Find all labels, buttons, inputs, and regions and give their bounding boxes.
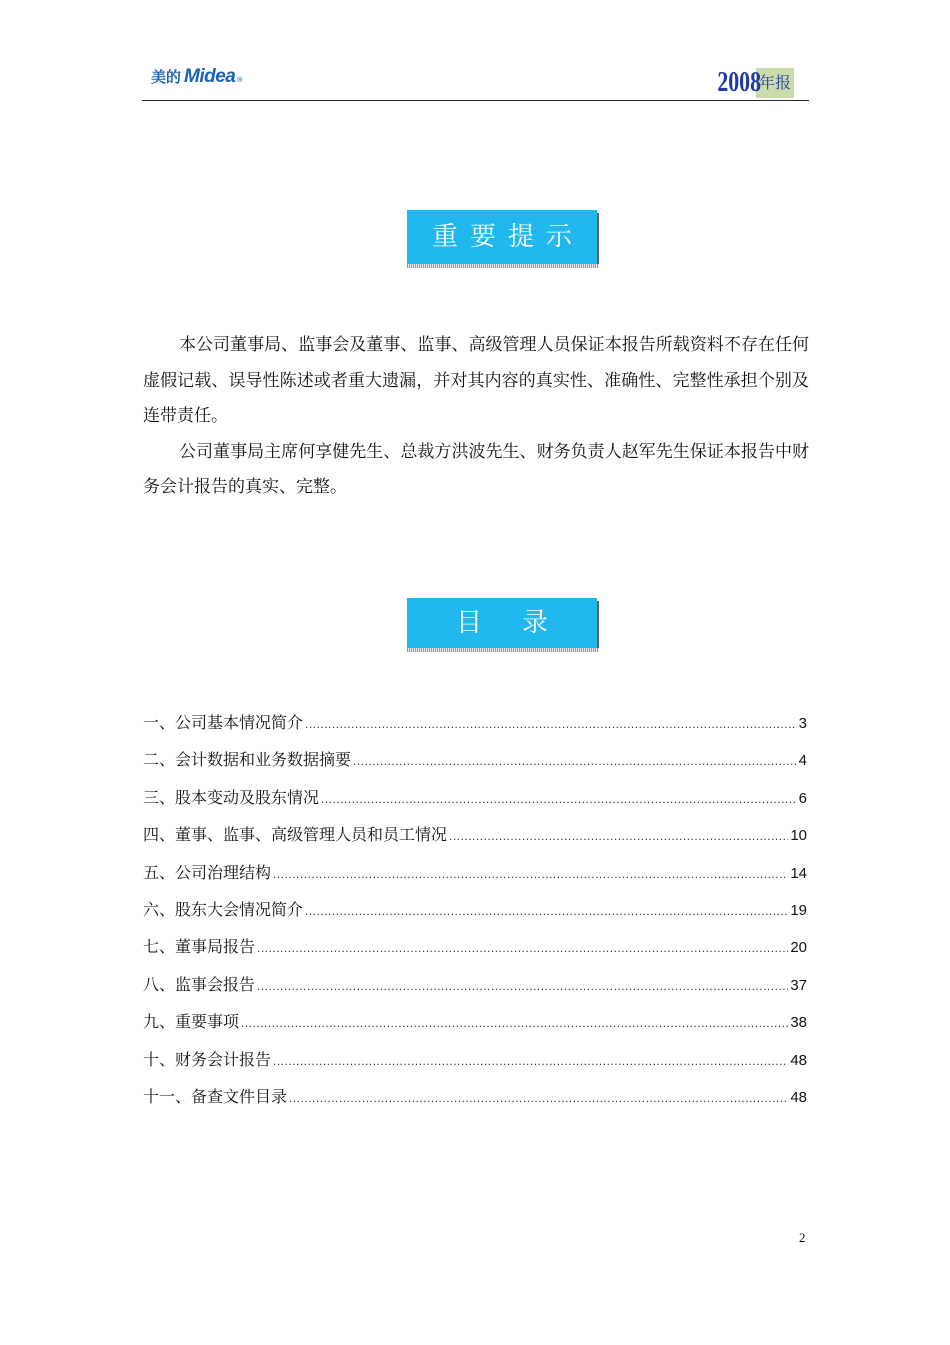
toc-dot-leader	[305, 904, 788, 918]
toc-entry-page: 14	[790, 864, 807, 882]
toc-entry-title: 九、重要事项	[143, 1012, 240, 1032]
toc-entry-title: 八、监事会报告	[143, 974, 256, 994]
report-year-label	[705, 68, 794, 98]
annual-report-label: 年报	[756, 68, 794, 98]
toc-entry-page: 20	[790, 939, 807, 957]
notice-title-banner	[407, 210, 597, 264]
notice-paragraph: 本公司董事局、监事会及董事、监事、高级管理人员保证本报告所载资料不存在任何虚假记载、误导性陈述或者重大遗漏，并对其内容的真实性、准确性、完整性承担个别及连带责任。	[143, 335, 809, 426]
report-year: 2008	[717, 67, 761, 98]
toc-dot-leader	[257, 979, 788, 993]
toc-dot-leader	[273, 867, 788, 881]
toc-entry-title: 二、会计数据和业务数据摘要	[143, 750, 352, 770]
toc-entry[interactable]	[143, 972, 807, 1009]
page-number: 2	[799, 1230, 806, 1245]
toc-entry-page: 48	[790, 1051, 807, 1069]
toc-entry[interactable]	[143, 785, 807, 822]
toc-entry[interactable]	[143, 1047, 807, 1084]
toc-title-banner	[407, 598, 597, 648]
logo-registered-mark: ®	[236, 76, 244, 84]
toc-entry-title: 七、董事局报告	[143, 937, 256, 957]
logo-english-text: Midea	[184, 66, 236, 87]
toc-dot-leader	[353, 754, 797, 768]
toc-entry-page: 10	[790, 827, 807, 845]
toc-entry[interactable]	[143, 860, 807, 897]
toc-entry-page: 19	[790, 901, 807, 919]
page-header	[142, 52, 809, 101]
banner-shadow-decoration	[407, 648, 599, 652]
toc-dot-leader	[241, 1016, 788, 1030]
toc-entry[interactable]	[143, 747, 807, 784]
toc-dot-leader	[321, 792, 797, 806]
toc-entry-title: 六、股东大会情况简介	[143, 899, 304, 919]
toc-entry-page: 3	[798, 715, 807, 732]
toc-entry[interactable]	[143, 822, 807, 859]
toc-dot-leader	[449, 829, 788, 843]
toc-title: 目录	[455, 608, 588, 638]
toc-dot-leader	[289, 1091, 788, 1105]
toc-entry-page: 37	[790, 976, 807, 994]
notice-title: 重要提示	[431, 222, 584, 252]
toc-entry[interactable]	[143, 897, 807, 934]
toc-entry[interactable]	[143, 934, 807, 971]
toc-entry-title: 十一、备查文件目录	[143, 1086, 288, 1106]
toc-entry-page: 38	[790, 1014, 807, 1032]
toc-dot-leader	[273, 1054, 788, 1068]
toc-entry[interactable]	[143, 1084, 807, 1121]
toc-entry[interactable]	[143, 1009, 807, 1046]
notice-body	[143, 328, 809, 506]
toc-entry-title: 十、财务会计报告	[143, 1049, 272, 1069]
toc-entry-title: 四、董事、监事、高级管理人员和员工情况	[143, 825, 448, 845]
toc-entry[interactable]	[143, 710, 807, 747]
toc-entry-page: 48	[790, 1088, 807, 1106]
banner-shadow-decoration	[407, 264, 599, 268]
toc-entry-title: 五、公司治理结构	[143, 862, 272, 882]
toc-entry-page: 6	[798, 789, 807, 807]
toc-entry-title: 一、公司基本情况简介	[143, 713, 304, 732]
table-of-contents	[143, 710, 807, 1121]
notice-paragraph: 公司董事局主席何享健先生、总裁方洪波先生、财务负责人赵军先生保证本报告中财务会计报告的真实、完整。	[143, 441, 809, 497]
toc-dot-leader	[257, 941, 788, 955]
midea-logo	[151, 66, 243, 88]
toc-entry-page: 4	[798, 752, 807, 770]
toc-entry-title: 三、股本变动及股东情况	[143, 787, 320, 807]
toc-dot-leader	[305, 717, 797, 731]
logo-chinese-text: 美的	[151, 68, 182, 86]
